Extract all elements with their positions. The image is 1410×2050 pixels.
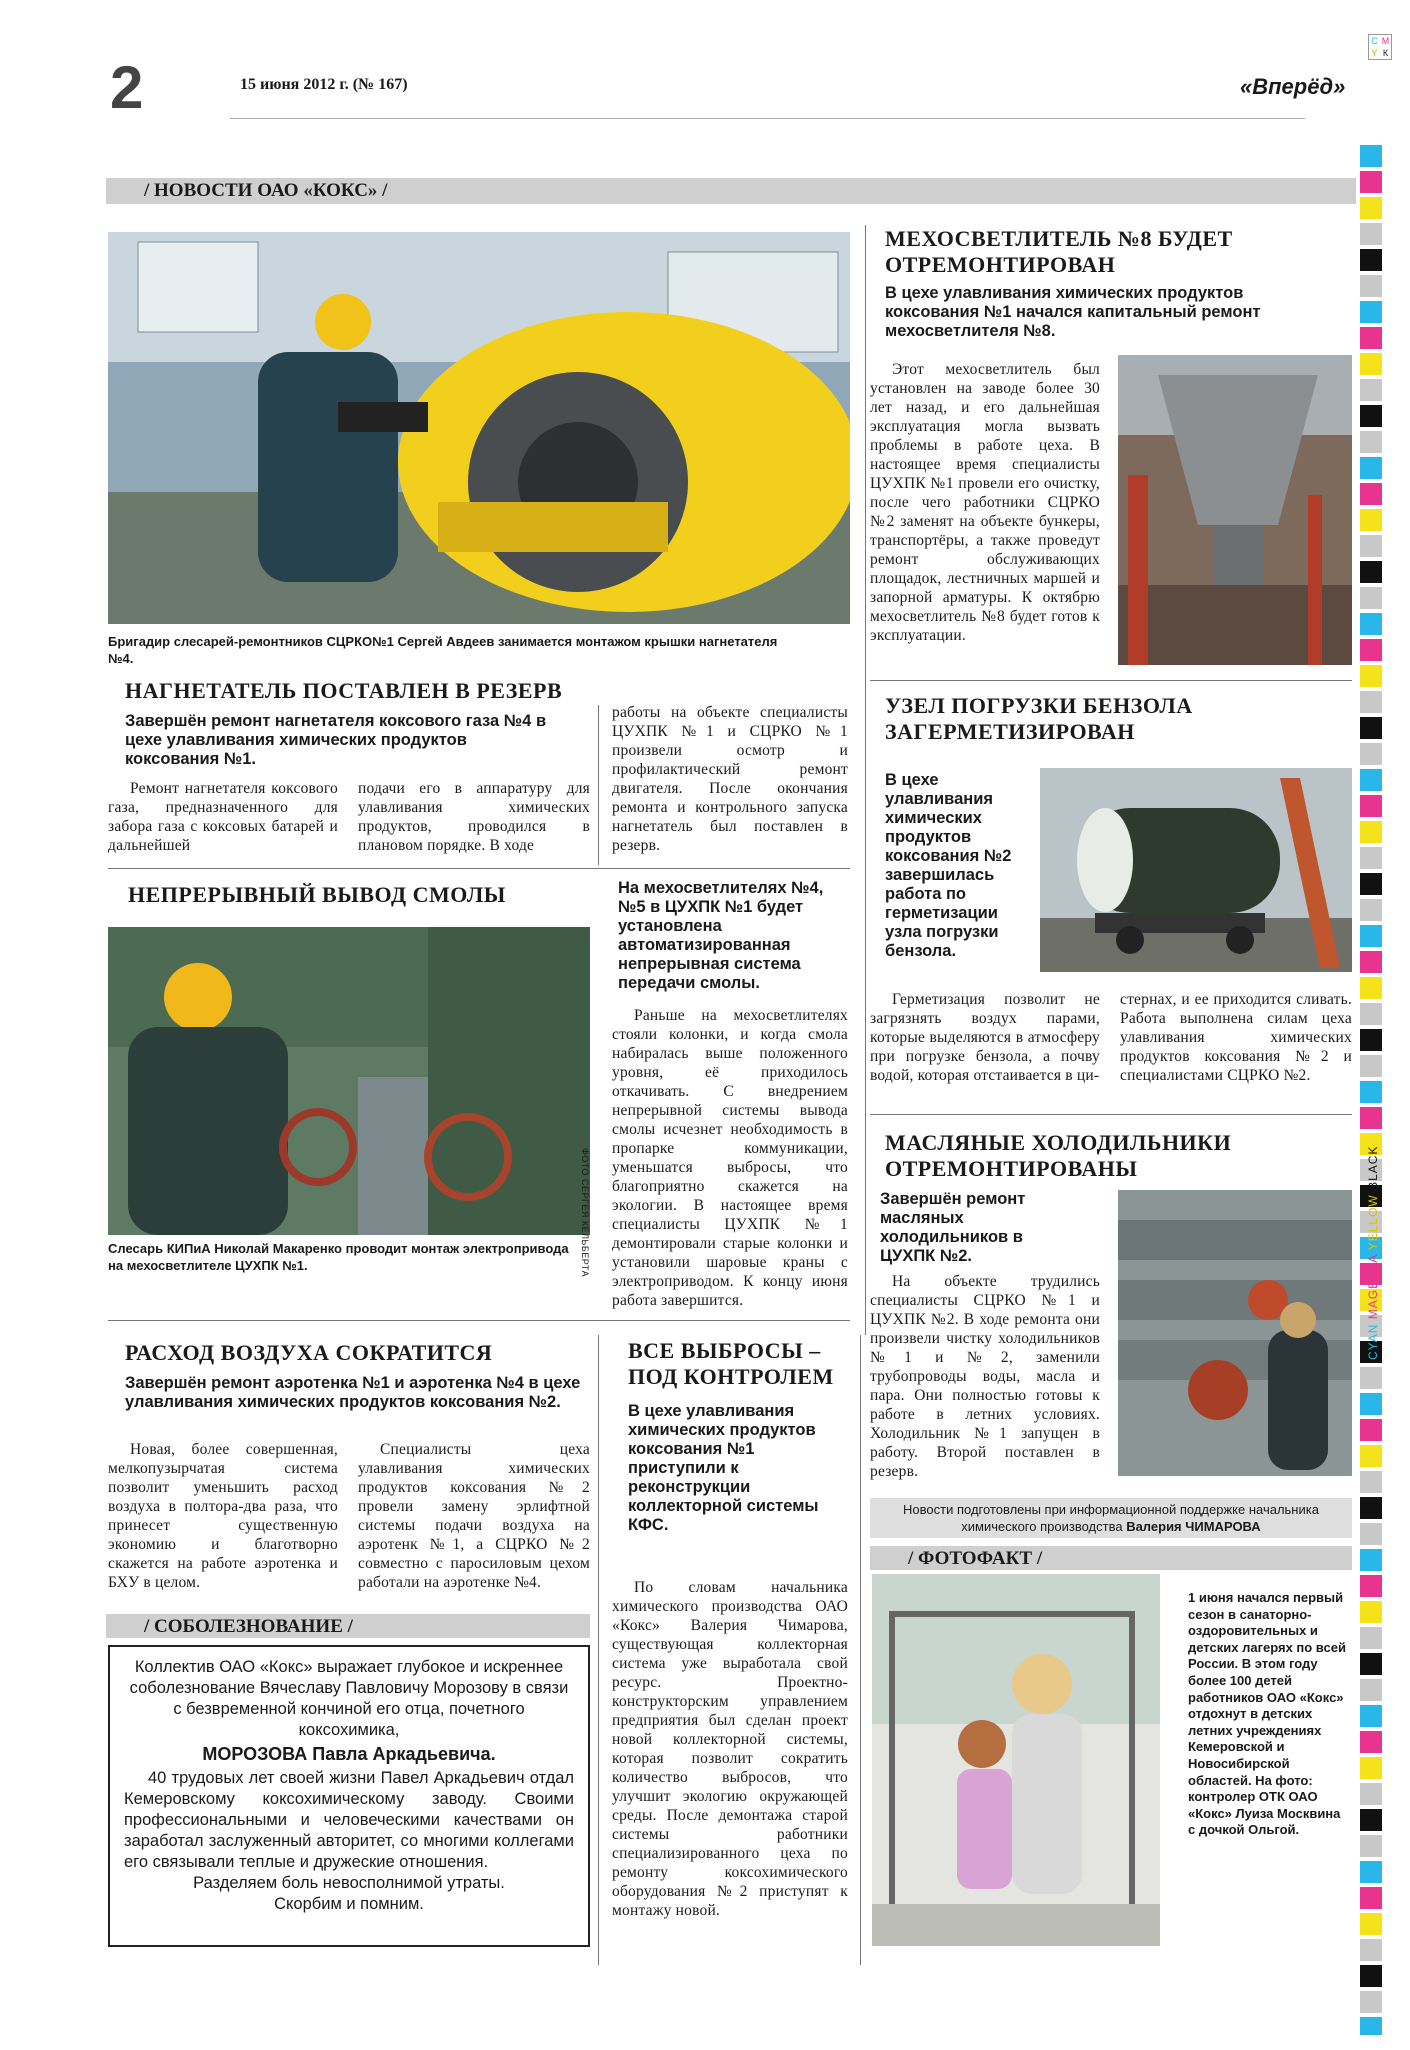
color-swatch xyxy=(1360,1939,1382,1961)
color-swatch xyxy=(1360,1471,1382,1493)
section-rule xyxy=(108,1320,850,1321)
color-swatch xyxy=(1360,1055,1382,1077)
photo-benzene-tank xyxy=(1040,768,1352,972)
body-clarifier8: Этот мехосветлитель был установлен на заводе более 30 лет назад, и его дальнейшая эксплуатация могла вызвать проблемы в работе цеха. В настоящее время специалисты ЦУХПК №1 провели его очистку, после чего работники СЦРКО №2 заменят на объекте бункеры, транспортёры, а также проведут ремонт обслуживающих площадок, лестничных маршей и запорной арматуры. К октябрю мехосветлитель №8 будет готов к эксплуатации. xyxy=(870,361,1100,644)
color-swatch xyxy=(1360,1679,1382,1701)
color-swatch xyxy=(1360,1081,1382,1103)
color-swatch xyxy=(1360,1523,1382,1545)
color-swatch xyxy=(1360,717,1382,739)
color-swatch xyxy=(1360,1965,1382,1987)
headline-air: РАСХОД ВОЗДУХА СОКРАТИТСЯ xyxy=(125,1340,493,1365)
color-swatch xyxy=(1360,795,1382,817)
color-swatch xyxy=(1360,275,1382,297)
headline-blower: НАГНЕТАТЕЛЬ ПОСТАВЛЕН В РЕЗЕРВ xyxy=(125,678,563,703)
color-swatch xyxy=(1360,1107,1382,1129)
photo-tar-worker xyxy=(108,927,590,1235)
body-blower-col3: работы на объекте специалисты ЦУХПК №1 и СЦРКО №1 произвели осмотр и профилактический ремонт двигателя. После окончания ремонта и контрольного запуска нагнетатель был поставлен в резерв. xyxy=(612,704,848,854)
color-swatch xyxy=(1360,925,1382,947)
cmyk-registration-mark: С М Y К xyxy=(1368,34,1392,60)
page-number: 2 xyxy=(110,54,144,121)
headline-benzene-line1: УЗЕЛ ПОГРУЗКИ БЕНЗОЛА xyxy=(885,693,1193,718)
section-title-condolence: / СОБОЛЕЗНОВАНИЕ / xyxy=(106,1614,590,1638)
color-swatch xyxy=(1360,821,1382,843)
lead-tar: На мехосветлителях №4, №5 в ЦУХПК №1 будет установлена автоматизированная непрерывная система передачи смолы. xyxy=(618,879,824,992)
headline-benzene-line2: ЗАГЕРМЕТИЗИРОВАН xyxy=(885,719,1135,744)
section-title-photofact: / ФОТОФАКТ / xyxy=(870,1546,1352,1570)
lead-benzene: В цехе улавливания химических продуктов коксования №2 завершилась работа по герметизации узла погрузки бензола. xyxy=(885,771,1012,960)
color-swatch xyxy=(1360,1575,1382,1597)
newspaper-name: «Вперёд» xyxy=(1240,74,1346,99)
color-swatch xyxy=(1360,1419,1382,1441)
column-rule xyxy=(598,1335,599,1965)
condolence-text: 40 трудовых лет своей жизни Павел Аркадьевич отдал Кемеровскому коксохимическому заводу. Своими профессиональными и человеческими качествами он заработал заслуженный авторитет, со многими коллегами его связывали теплые и дружеские отношения. xyxy=(124,1769,574,1871)
color-swatch xyxy=(1360,2017,1382,2035)
color-swatch xyxy=(1360,197,1382,219)
body-coolers: На объекте трудились специалисты СЦРКО №1 и ЦУХПК №2. В ходе ремонта они произвели чистку холодильников №1 и №2, заменили трубопроводы воды, масла и пара. Они полностью готовы к работе в летних условиях. Холодильник №1 запущен в работу. Второй поставлен в резерв. xyxy=(870,1273,1100,1480)
color-swatch xyxy=(1360,145,1382,167)
photofact-caption: 1 июня начался первый сезон в санаторно-оздоровительных и детских лагерях по всей России. В этом году более 100 детей работников ОАО «Кокс» отдохнут в детских летних учреждениях Кемеровской и Новосибирской областей. На фото: контролер ОТК ОАО «Кокс» Луиза Москвина с дочкой Ольгой. xyxy=(1188,1590,1346,1838)
photo-photofact xyxy=(872,1574,1160,1946)
color-swatch xyxy=(1360,1757,1382,1779)
lead-emissions: В цехе улавливания химических продуктов коксования №1 приступили к реконструкции коллекторной системы КФС. xyxy=(628,1402,819,1534)
headline-coolers-line2: ОТРЕМОНТИРОВАНЫ xyxy=(885,1156,1138,1181)
color-swatch xyxy=(1360,1913,1382,1935)
color-swatch xyxy=(1360,665,1382,687)
condolence-text: Скорбим и помним. xyxy=(274,1895,424,1913)
color-swatch xyxy=(1360,1627,1382,1649)
photo-coolers xyxy=(1118,1190,1352,1476)
body-air-col1: Новая, более совершенная, мелкопузырчатая система позволит уменьшить расход воздуха в полтора-два раза, что принесет существенную экономию и благотворно скажется на работе аэротенка и БХУ в целом. xyxy=(108,1441,338,1591)
color-swatch xyxy=(1360,613,1382,635)
headline-tar: НЕПРЕРЫВНЫЙ ВЫВОД СМОЛЫ xyxy=(128,882,506,907)
color-swatch xyxy=(1360,1705,1382,1727)
color-swatch xyxy=(1360,1393,1382,1415)
color-swatch xyxy=(1360,1601,1382,1623)
color-swatch xyxy=(1360,457,1382,479)
body-tar: Раньше на мехосветлителях стояли колонки, и когда смола набиралась выше положенного уровня, её приходилось откачивать. С внедрением непрерывной системы вывода смолы исчезнет необходимость в пропарке коммуникации, уменьшатся выбросы, что благоприятно скажется на экологии. В настоящее время специалисты ЦУХПК №1 демонтировали старые колонки и установили шаровые краны с электроприводом. К концу июня работа завершится. xyxy=(612,1007,848,1309)
color-swatch xyxy=(1360,1887,1382,1909)
body-benzene-col1: Герметизация позволит не загрязнять воздух парами, которые выделяются в атмосферу при погрузке бензола, а почву водой, которая отстаивается в ци- xyxy=(870,991,1100,1084)
color-swatch xyxy=(1360,431,1382,453)
news-credit: Новости подготовлены при информационной поддержке начальника химического производства Валерия ЧИМАРОВА xyxy=(870,1498,1352,1538)
section-title-news: / НОВОСТИ ОАО «КОКС» / xyxy=(106,178,1356,204)
column-rule xyxy=(860,1335,861,1965)
header-rule xyxy=(230,118,1305,119)
color-swatch xyxy=(1360,483,1382,505)
color-swatch xyxy=(1360,587,1382,609)
color-swatch xyxy=(1360,899,1382,921)
photo-caption-tar: Слесарь КИПиА Николай Макаренко проводит монтаж электропривода на мехосветлителе ЦУХПК №1. xyxy=(108,1241,569,1273)
color-swatch xyxy=(1360,405,1382,427)
color-swatch xyxy=(1360,1783,1382,1805)
column-rule xyxy=(865,225,866,1335)
color-swatch xyxy=(1360,639,1382,661)
section-rule xyxy=(108,868,850,869)
color-swatch xyxy=(1360,1445,1382,1467)
print-color-bars xyxy=(1360,145,1382,2035)
print-color-labels: CYAN MAGENTA YELLOW BLACK xyxy=(1366,1145,1380,1360)
color-swatch xyxy=(1360,1029,1382,1051)
headline-clarifier8-line1: МЕХОСВЕТЛИТЕЛЬ №8 БУДЕТ xyxy=(885,226,1233,251)
headline-coolers-line1: МАСЛЯНЫЕ ХОЛОДИЛЬНИКИ xyxy=(885,1130,1232,1155)
body-air-col2: Специалисты цеха улавливания химических продуктов коксования №2 провели замену эрлифтной системы подачи воздуха на аэротенк №1, а СЦРКО №2 совместно с паросиловым цехом работали на аэротенке №4. xyxy=(358,1441,590,1591)
photo-caption-main: Бригадир слесарей-ремонтников СЦРКО№1 Сергей Авдеев занимается монтажом крышки нагнетателя №4. xyxy=(108,634,778,666)
color-swatch xyxy=(1360,327,1382,349)
color-swatch xyxy=(1360,249,1382,271)
photo-clarifier8 xyxy=(1118,355,1352,665)
lead-blower: Завершён ремонт нагнетателя коксового газа №4 в цехе улавливания химических продуктов коксования №1. xyxy=(125,712,547,768)
color-swatch xyxy=(1360,171,1382,193)
deceased-name: МОРОЗОВА Павла Аркадьевича. xyxy=(202,1744,496,1764)
condolence-text: Коллектив ОАО «Кокс» выражает глубокое и искреннее соболезнование Вячеславу Павловичу Морозову в связи с безвременной кончиной его отца, почетного коксохимика, xyxy=(129,1658,569,1739)
color-swatch xyxy=(1360,977,1382,999)
body-emissions: По словам начальника химического производства ОАО «Кокс» Валерия Чимарова, существующая коллекторная система уже выработала свой ресурс. Проектно-конструкторским управлением предприятия был сделан проект новой коллекторной системы, которая позволит сократить количество выбросов, что улучшит экологию окружающей среды. После демонтажа старой системы работники специализированного цеха по ремонту коксохимического оборудования №2 приступят к монтажу новой. xyxy=(612,1579,848,1919)
color-swatch xyxy=(1360,1835,1382,1857)
photo-credit: ФОТО СЕРГЕЯ КЕЛЬБЕРТА xyxy=(580,1148,590,1278)
color-swatch xyxy=(1360,951,1382,973)
color-swatch xyxy=(1360,769,1382,791)
color-swatch xyxy=(1360,353,1382,375)
body-benzene-col2: стернах, и ее приходится сливать. Работа выполнена силам цеха улавливания химических продуктов коксования №2 и специалистами СЦРКО №2. xyxy=(1120,991,1352,1084)
photo-blower-repair xyxy=(108,232,850,624)
color-swatch xyxy=(1360,379,1382,401)
color-swatch xyxy=(1360,1367,1382,1389)
color-swatch xyxy=(1360,743,1382,765)
color-swatch xyxy=(1360,301,1382,323)
color-swatch xyxy=(1360,873,1382,895)
color-swatch xyxy=(1360,847,1382,869)
body-blower-col2: подачи его в аппаратуру для улавливания химических продуктов, проводился в плановом порядке. В ходе xyxy=(358,780,590,854)
color-swatch xyxy=(1360,1731,1382,1753)
color-swatch xyxy=(1360,691,1382,713)
color-swatch xyxy=(1360,561,1382,583)
issue-date: 15 июня 2012 г. (№ 167) xyxy=(240,76,408,93)
color-swatch xyxy=(1360,1497,1382,1519)
headline-emissions-line1: ВСЕ ВЫБРОСЫ – xyxy=(628,1338,821,1363)
color-swatch xyxy=(1360,1549,1382,1571)
section-rule xyxy=(870,680,1352,681)
condolence-box xyxy=(108,1645,590,1947)
headline-clarifier8-line2: ОТРЕМОНТИРОВАН xyxy=(885,252,1116,277)
color-swatch xyxy=(1360,1809,1382,1831)
color-swatch xyxy=(1360,1653,1382,1675)
lead-clarifier8: В цехе улавливания химических продуктов коксования №1 начался капитальный ремонт мехосветлителя №8. xyxy=(885,284,1261,340)
column-rule xyxy=(598,705,599,865)
color-swatch xyxy=(1360,509,1382,531)
color-swatch xyxy=(1360,535,1382,557)
color-swatch xyxy=(1360,223,1382,245)
color-swatch xyxy=(1360,1003,1382,1025)
headline-emissions-line2: ПОД КОНТРОЛЕМ xyxy=(628,1364,834,1389)
color-swatch xyxy=(1360,1991,1382,2013)
color-swatch xyxy=(1360,1861,1382,1883)
lead-air: Завершён ремонт аэротенка №1 и аэротенка №4 в цехе улавливания химических продуктов коксования №2. xyxy=(125,1374,581,1411)
body-blower-col1: Ремонт нагнетателя коксового газа, предназначенного для забора газа с коксовых батарей и дальнейшей xyxy=(108,780,338,854)
section-rule xyxy=(870,1114,1352,1115)
lead-coolers: Завершён ремонт масляных холодильников в ЦУХПК №2. xyxy=(880,1190,1026,1265)
condolence-text: Разделяем боль невосполнимой утраты. xyxy=(193,1874,505,1892)
